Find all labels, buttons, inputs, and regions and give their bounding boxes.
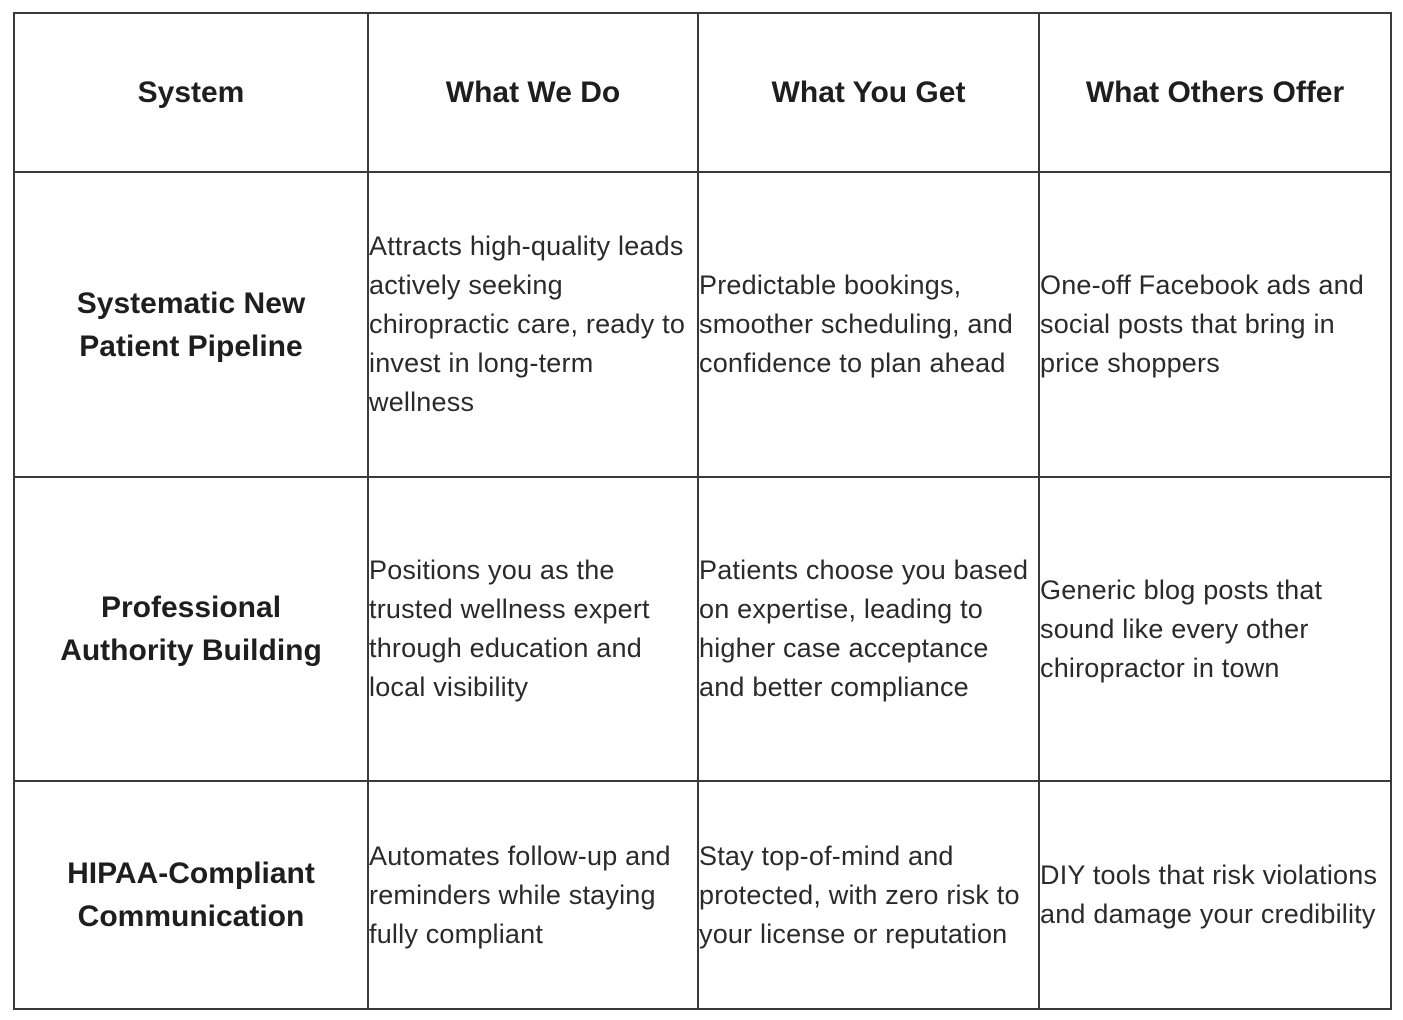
header-what-we-do: What We Do (368, 13, 698, 172)
system-cell: Professional Authority Building (14, 477, 368, 781)
what-you-get-cell: Stay top-of-mind and protected, with zero risk to your license or reputation (698, 781, 1039, 1009)
what-others-offer-cell: One-off Facebook ads and social posts that bring in price shoppers (1039, 172, 1391, 477)
what-you-get-cell: Patients choose you based on expertise, leading to higher case acceptance and better compliance (698, 477, 1039, 781)
what-we-do-cell: Attracts high-quality leads actively seeking chiropractic care, ready to invest in long-term wellness (368, 172, 698, 477)
header-system: System (14, 13, 368, 172)
what-we-do-cell: Positions you as the trusted wellness expert through education and local visibility (368, 477, 698, 781)
what-you-get-cell: Predictable bookings, smoother scheduling, and confidence to plan ahead (698, 172, 1039, 477)
system-cell: Systematic New Patient Pipeline (14, 172, 368, 477)
what-others-offer-cell: Generic blog posts that sound like every other chiropractor in town (1039, 477, 1391, 781)
header-what-others-offer: What Others Offer (1039, 13, 1391, 172)
what-we-do-cell: Automates follow-up and reminders while staying fully compliant (368, 781, 698, 1009)
table-row (14, 172, 1391, 477)
table-row (14, 477, 1391, 781)
table-header-row (14, 13, 1391, 172)
what-others-offer-cell: DIY tools that risk violations and damage your credibility (1039, 781, 1391, 1009)
comparison-table (13, 12, 1392, 1010)
header-what-you-get: What You Get (698, 13, 1039, 172)
system-cell: HIPAA-Compliant Communication (14, 781, 368, 1009)
table-row (14, 781, 1391, 1009)
